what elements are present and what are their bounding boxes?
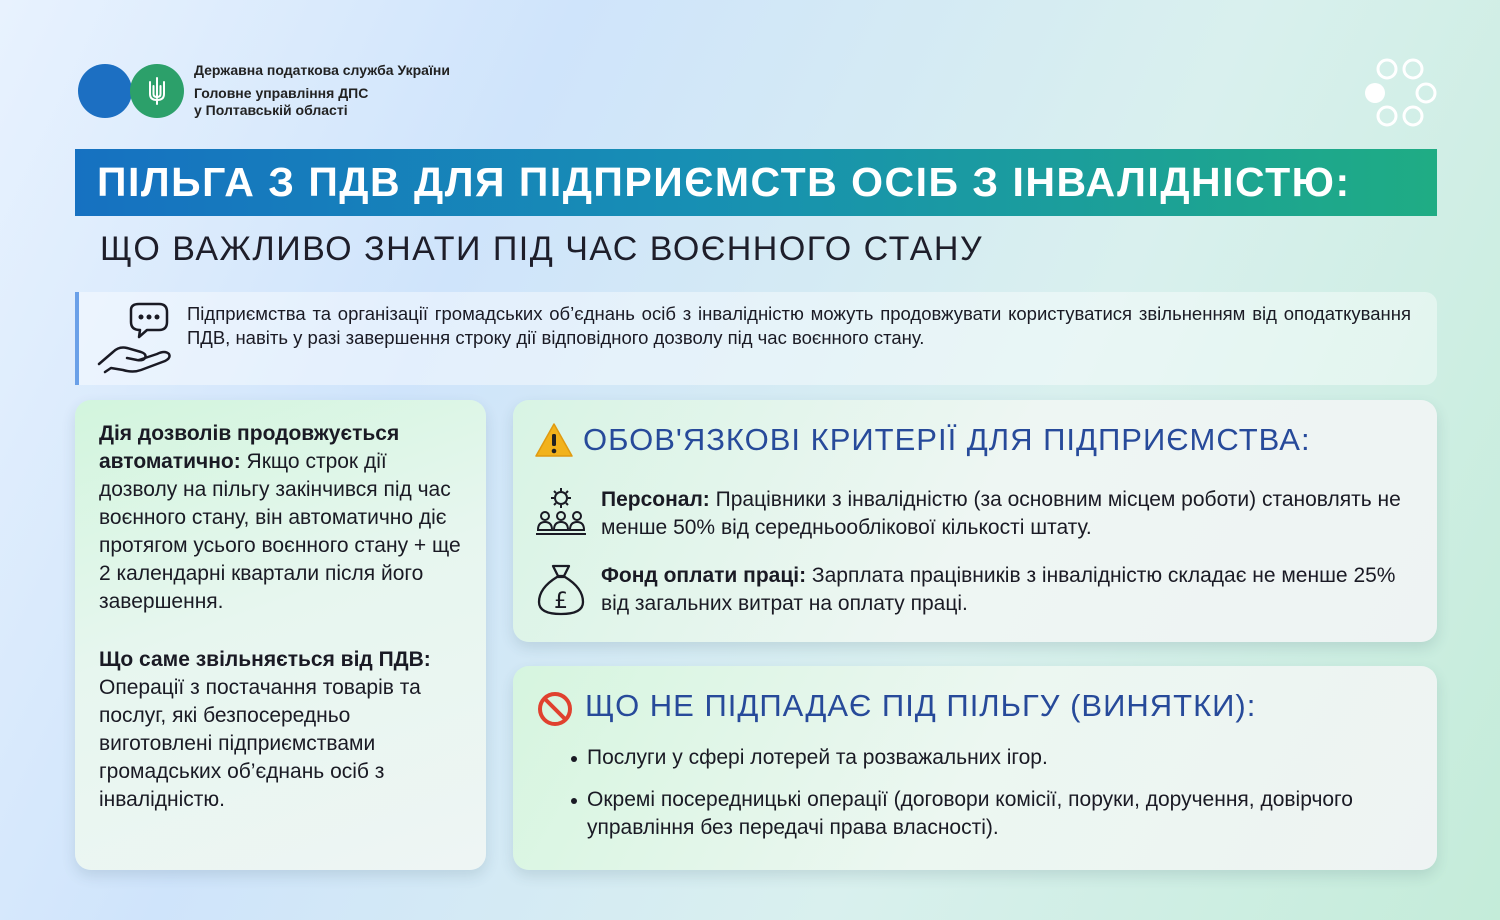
logo-green-circle [130,64,184,118]
permits-paragraph [99,420,469,616]
circles-logo-icon [1362,58,1440,128]
dps-logo [78,62,186,118]
svg-text:£: £ [554,589,568,614]
permits-card [75,400,486,870]
prohibited-icon [537,691,573,727]
chat-hand-icon [95,300,177,374]
exceptions-list [585,744,1415,856]
payroll-text: Зарплата працівників з інвалідністю складає не менше 25% від загальних витрат на оплату праці. [601,564,1396,615]
intro-text: Підприємства та організації громадських об’єднань осіб з інвалідністю можуть продовжувати користуватися звільненням від оподаткування ПДВ, навіть у разі завершення строку дії відповідного дозволу під час воєнного стану. [187,303,1411,348]
exceptions-card [513,666,1437,870]
payroll-label: Фонд оплати праці: [601,564,807,587]
exempt-paragraph [99,646,469,814]
exempt-text: Операції з постачання товарів та послуг, які безпосередньо виготовлені підприємствами громадських об’єднань осіб з інвалідністю. [99,676,421,811]
exempt-heading: Що саме звільняється від ПДВ: [99,648,431,671]
title-banner [75,149,1437,216]
criteria-title: ОБОВ'ЯЗКОВІ КРИТЕРІЇ ДЛЯ ПІДПРИЄМСТВА: [583,422,1311,457]
list-item: Послуги у сфері лотерей та розважальних ігор. [585,744,1415,772]
page-title: ПІЛЬГА З ПДВ ДЛЯ ПІДПРИЄМСТВ ОСІБ З ІНВАЛІДНІСТЮ: [97,159,1351,205]
list-item: Окремі посередницькі операції (договори комісії, поруки, доручення, довірчого управління без передачі права власності). [585,786,1415,842]
page-subtitle: ЩО ВАЖЛИВО ЗНАТИ ПІД ЧАС ВОЄННОГО СТАНУ [100,230,984,268]
logo-blue-circle [78,64,132,118]
money-bag-icon [533,562,589,618]
permits-text: Якщо строк дії дозволу на пільгу закінчився під час воєнного стану, він автоматично діє протягом усього воєнного стану + ще 2 календарні квартали після його завершення. [99,450,461,613]
warning-icon [535,422,573,458]
exceptions-title: ЩО НЕ ПІДПАДАЄ ПІД ПІЛЬГУ (ВИНЯТКИ): [585,688,1257,723]
staff-label: Персонал: [601,488,710,511]
permits-heading: Дія дозволів продовжується автоматично: [99,422,400,473]
criteria-card [513,400,1437,642]
org-name [194,62,450,119]
staff-gear-icon [533,486,589,542]
trident-icon [146,76,168,106]
org-line-1: Державна податкова служба України [194,62,450,78]
intro-panel [75,292,1437,385]
org-line-3: у Полтавській області [194,102,348,118]
staff-text: Працівники з інвалідністю (за основним місцем роботи) становлять не менше 50% від середньооблікової кількості штату. [601,488,1401,539]
org-line-2: Головне управління ДПС [194,85,369,101]
